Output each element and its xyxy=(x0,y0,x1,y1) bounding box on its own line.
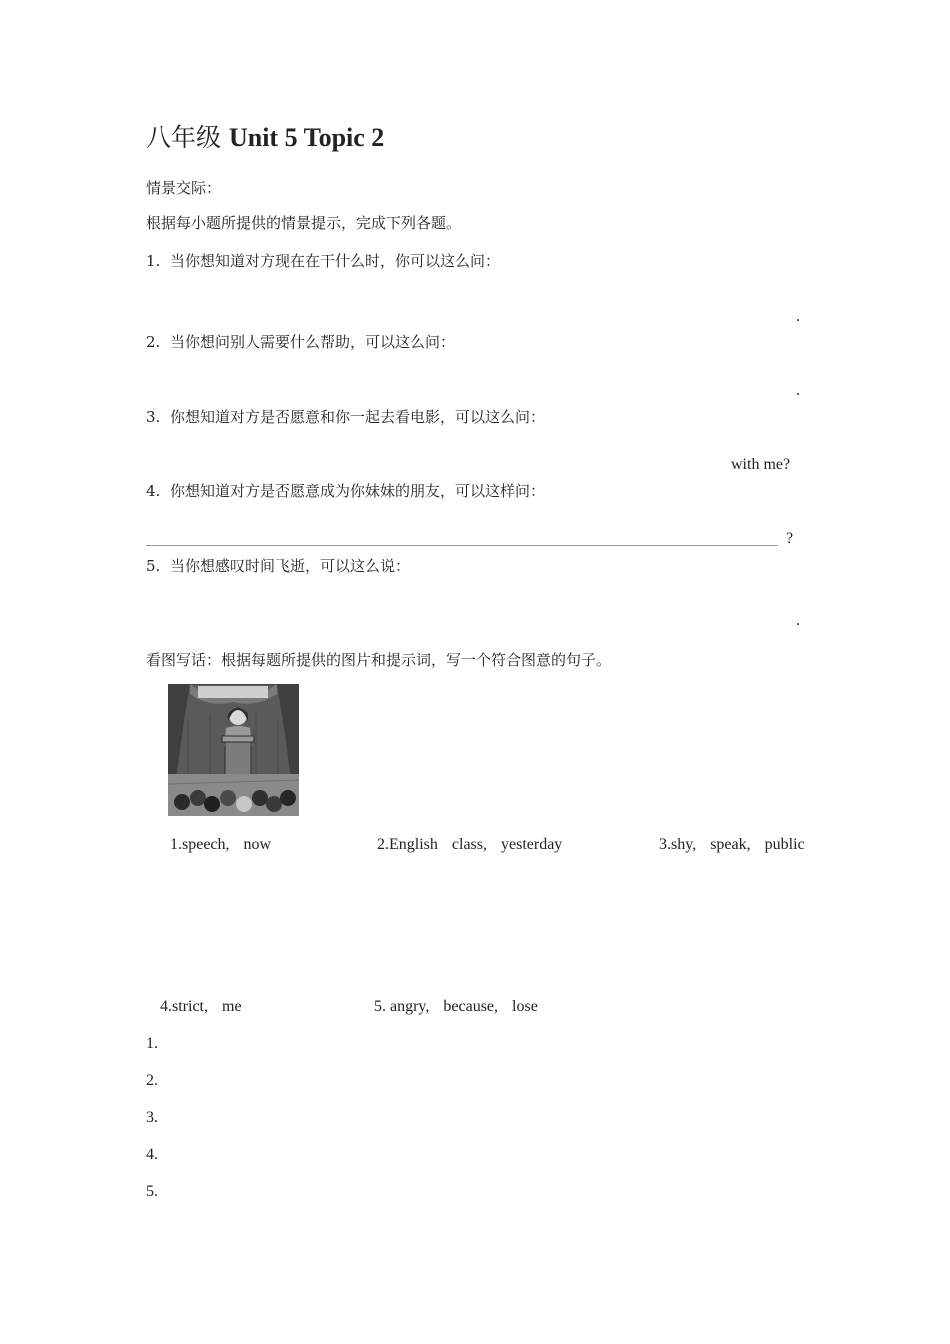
hint-word: 2.English xyxy=(377,836,438,853)
answer-number: 5. xyxy=(146,1183,158,1200)
hint-word: lose xyxy=(512,998,538,1015)
answer-number: 4. xyxy=(146,1146,158,1163)
answer-number: 2. xyxy=(146,1072,158,1089)
hint-word: because, xyxy=(443,998,499,1015)
hint-word: 1.speech, xyxy=(170,836,230,853)
hint-word: now xyxy=(243,836,272,853)
question-2-ending: . xyxy=(796,382,800,399)
question-number: 5. xyxy=(146,557,161,575)
question-3-ending: with me? xyxy=(731,456,791,473)
page-title xyxy=(146,118,384,154)
question-text: 你想知道对方是否愿意成为你妹妹的朋友，可以这样问： xyxy=(170,482,546,500)
hint-5 xyxy=(374,998,552,1016)
hint-word: yesterday xyxy=(501,836,563,853)
hint-word: speak, xyxy=(710,836,751,853)
section2-heading: 看图写话：根据每题所提供的图片和提示词，写一个符合图意的句子。 xyxy=(146,651,612,669)
question-text: 当你想问别人需要什么帮助，可以这么问： xyxy=(170,333,456,351)
speech-illustration xyxy=(168,684,299,816)
question-text: 当你想知道对方现在在干什么时，你可以这么问： xyxy=(170,252,501,270)
question-text: 你想知道对方是否愿意和你一起去看电影，可以这么问： xyxy=(170,408,546,426)
hint-4 xyxy=(160,998,256,1016)
question-5-ending: . xyxy=(796,612,800,629)
section1-heading: 情景交际： xyxy=(146,179,222,197)
hint-word: class, xyxy=(451,836,487,853)
question-5 xyxy=(146,555,410,576)
hint-3 xyxy=(659,836,805,854)
question-4 xyxy=(146,480,545,501)
question-number: 2. xyxy=(146,333,161,351)
title-en: Unit 5 Topic 2 xyxy=(228,123,385,152)
answer-number: 1. xyxy=(146,1035,158,1052)
hint-1 xyxy=(170,836,285,854)
hint-word: me xyxy=(222,998,242,1015)
question-number: 4. xyxy=(146,482,161,500)
hint-word: 3.shy, xyxy=(659,836,697,853)
hint-word: 5. angry, xyxy=(374,998,430,1015)
question-1-ending: . xyxy=(796,308,800,325)
question-text: 当你想感叹时间飞逝，可以这么说： xyxy=(170,557,411,575)
question-number: 1. xyxy=(146,252,161,270)
question-4-ending: ? xyxy=(786,530,794,547)
hint-2 xyxy=(377,836,576,854)
answer-number: 3. xyxy=(146,1109,158,1126)
question-3 xyxy=(146,406,545,427)
question-1 xyxy=(146,250,500,271)
question-2 xyxy=(146,331,455,352)
section1-instruction: 根据每小题所提供的情景提示，完成下列各题。 xyxy=(146,214,462,232)
hint-word: public xyxy=(764,836,805,853)
answer-blank-line xyxy=(146,545,778,546)
question-number: 3. xyxy=(146,408,161,426)
hint-word: 4.strict, xyxy=(160,998,208,1015)
title-cn: 八年级 xyxy=(146,123,222,152)
